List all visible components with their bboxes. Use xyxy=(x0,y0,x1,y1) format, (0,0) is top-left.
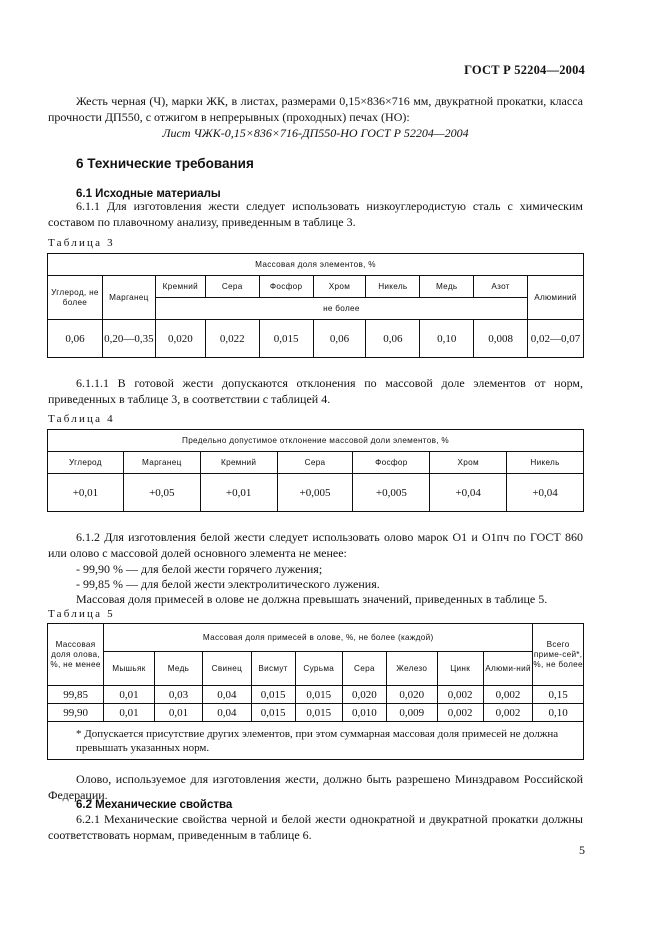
table-5-col-total: Всего приме-сей*, %, не более xyxy=(533,624,584,686)
table-cell: +0,04 xyxy=(507,474,584,512)
table-3-caption: Таблица 3 xyxy=(48,237,115,249)
page-number: 5 xyxy=(579,843,585,857)
table-cell: 0,06 xyxy=(313,320,366,358)
table-cell: 0,03 xyxy=(154,686,202,704)
table-4-caption: Таблица 4 xyxy=(48,413,115,425)
table-3-col-aluminium: Алюминий xyxy=(528,276,584,320)
table-row xyxy=(48,320,584,358)
table-5-footnote: * Допускается присутствие других элементов, при этом суммарная массовая доля примесей не должна превышать указанных норм. xyxy=(48,722,584,760)
table-row xyxy=(48,686,584,704)
table-3-col-silicon: Кремний xyxy=(155,276,205,298)
paragraph-6-1-1: 6.1.1 Для изготовления жести следует использовать низкоуглеродистую сталь с химическим составом по плавочному анализу, приведенным в таблице 3. xyxy=(48,199,583,229)
table-cell: 0,008 xyxy=(474,320,528,358)
designation-example: Лист ЧЖК-0,15×836×716-ДП550-НО ГОСТ Р 52204—2004 xyxy=(162,126,469,140)
paragraph-6-1-1-1: 6.1.1.1 В готовой жести допускаются отклонения по массовой доле элементов от норм, приведенных в таблице 3, в соответствии с таблицей 4. xyxy=(48,376,583,406)
table-3-col-manganese: Марганец xyxy=(102,276,155,320)
table-row xyxy=(48,474,584,512)
table-4-col-nickel: Никель xyxy=(507,452,584,474)
section-6-title: 6 Технические требования xyxy=(76,156,254,171)
table-cell: 0,10 xyxy=(533,704,584,722)
table-cell: 0,020 xyxy=(155,320,205,358)
table-cell: 0,002 xyxy=(437,686,483,704)
table-cell: 0,06 xyxy=(48,320,103,358)
table-cell: +0,01 xyxy=(48,474,124,512)
paragraph-6-1-2: 6.1.2 Для изготовления белой жести следует использовать олово марок О1 и О1пч по ГОСТ 860 или олово с массовой долей основного элемента не менее: xyxy=(48,530,583,560)
table-cell: 0,015 xyxy=(259,320,313,358)
table-cell: 0,04 xyxy=(203,686,251,704)
table-3-col-nitrogen: Азот xyxy=(474,276,528,298)
table-3-col-copper: Медь xyxy=(420,276,474,298)
table-5-caption: Таблица 5 xyxy=(48,608,115,620)
intro-paragraph: Жесть черная (Ч), марки ЖК, в листах, размерами 0,15×836×716 мм, двукратной прокатки, класса прочности ДП550, с отжигом в непрерывных (проходных) печах (НО): xyxy=(48,94,583,124)
table-5-col-antimony: Сурьма xyxy=(295,652,342,686)
table-cell: 0,015 xyxy=(251,686,295,704)
paragraph-6-2-1: 6.2.1 Механические свойства черной и белой жести однократной и двукратной прокатки должны соответствовать нормам, приведенным в таблице 6. xyxy=(48,812,583,842)
list-item-hot-tinning: - 99,90 % — для белой жести горячего лужения; xyxy=(76,562,323,576)
table-5-col-aluminium: Алюми-ний xyxy=(483,652,533,686)
section-6-1-title: 6.1 Исходные материалы xyxy=(76,188,221,200)
table-5-col-arsenic: Мышьяк xyxy=(104,652,155,686)
table-cell: +0,005 xyxy=(353,474,430,512)
table-cell: 0,015 xyxy=(251,704,295,722)
table-4-col-manganese: Марганец xyxy=(123,452,200,474)
table-3 xyxy=(47,253,584,358)
table-4 xyxy=(47,429,584,512)
table-3-col-sulfur: Сера xyxy=(205,276,259,298)
table-cell: 0,002 xyxy=(437,704,483,722)
table-cell: 0,015 xyxy=(295,686,342,704)
list-item-electrolytic-tinning: - 99,85 % — для белой жести электролитического лужения. xyxy=(76,577,380,591)
table-3-col-chromium: Хром xyxy=(313,276,366,298)
table-cell: 0,01 xyxy=(104,704,155,722)
table-5-col-tin: Массовая доля олова, %, не менее xyxy=(48,624,104,686)
table-cell: 0,002 xyxy=(483,686,533,704)
table-cell: 0,02—0,07 xyxy=(528,320,584,358)
table-5 xyxy=(47,623,584,760)
table-4-col-silicon: Кремний xyxy=(200,452,277,474)
table-4-col-phosphorus: Фосфор xyxy=(353,452,430,474)
section-6-2-title: 6.2 Механические свойства xyxy=(76,799,233,811)
table-cell: 0,010 xyxy=(342,704,386,722)
table-5-group-header: Массовая доля примесей в олове, %, не более (каждой) xyxy=(104,624,533,652)
table-5-col-bismuth: Висмут xyxy=(251,652,295,686)
table-cell: 99,85 xyxy=(48,686,104,704)
paragraph-tin-approval: Олово, используемое для изготовления жести, должно быть разрешено Минздравом Российской Федерации. xyxy=(48,772,583,802)
table-cell: 0,01 xyxy=(104,686,155,704)
table-cell: 0,06 xyxy=(366,320,420,358)
table-cell: 0,20—0,35 xyxy=(102,320,155,358)
table-row xyxy=(48,704,584,722)
table-5-col-copper: Медь xyxy=(154,652,202,686)
table-cell: 0,009 xyxy=(386,704,437,722)
table-cell: 0,04 xyxy=(203,704,251,722)
table-3-col-carbon: Углерод, не более xyxy=(48,276,103,320)
table-cell: 0,015 xyxy=(295,704,342,722)
table-cell: +0,01 xyxy=(200,474,277,512)
table-cell: 0,020 xyxy=(342,686,386,704)
table-3-group-header: Массовая доля элементов, % xyxy=(48,254,584,276)
table-cell: 0,020 xyxy=(386,686,437,704)
table-cell: +0,05 xyxy=(123,474,200,512)
table-5-col-iron: Железо xyxy=(386,652,437,686)
table-cell: +0,04 xyxy=(430,474,507,512)
table-3-col-phosphorus: Фосфор xyxy=(259,276,313,298)
table-5-col-lead: Свинец xyxy=(203,652,251,686)
table-cell: 0,01 xyxy=(154,704,202,722)
table-5-col-sulfur: Сера xyxy=(342,652,386,686)
table-cell: 0,002 xyxy=(483,704,533,722)
table-3-col-nickel: Никель xyxy=(366,276,420,298)
table-cell: 0,022 xyxy=(205,320,259,358)
table-cell: 0,15 xyxy=(533,686,584,704)
table-4-group-header: Предельно допустимое отклонение массовой доли элементов, % xyxy=(48,430,584,452)
table-3-sub-header: не более xyxy=(155,298,527,320)
table-5-col-zinc: Цинк xyxy=(437,652,483,686)
table-4-col-sulfur: Сера xyxy=(277,452,353,474)
table-cell: 99,90 xyxy=(48,704,104,722)
standard-code-header: ГОСТ Р 52204—2004 xyxy=(464,63,585,77)
table-cell: 0,10 xyxy=(420,320,474,358)
table-4-col-carbon: Углерод xyxy=(48,452,124,474)
table-4-col-chromium: Хром xyxy=(430,452,507,474)
tin-impurities-note: Массовая доля примесей в олове не должна превышать значений, приведенных в таблице 5. xyxy=(76,592,548,606)
table-cell: +0,005 xyxy=(277,474,353,512)
